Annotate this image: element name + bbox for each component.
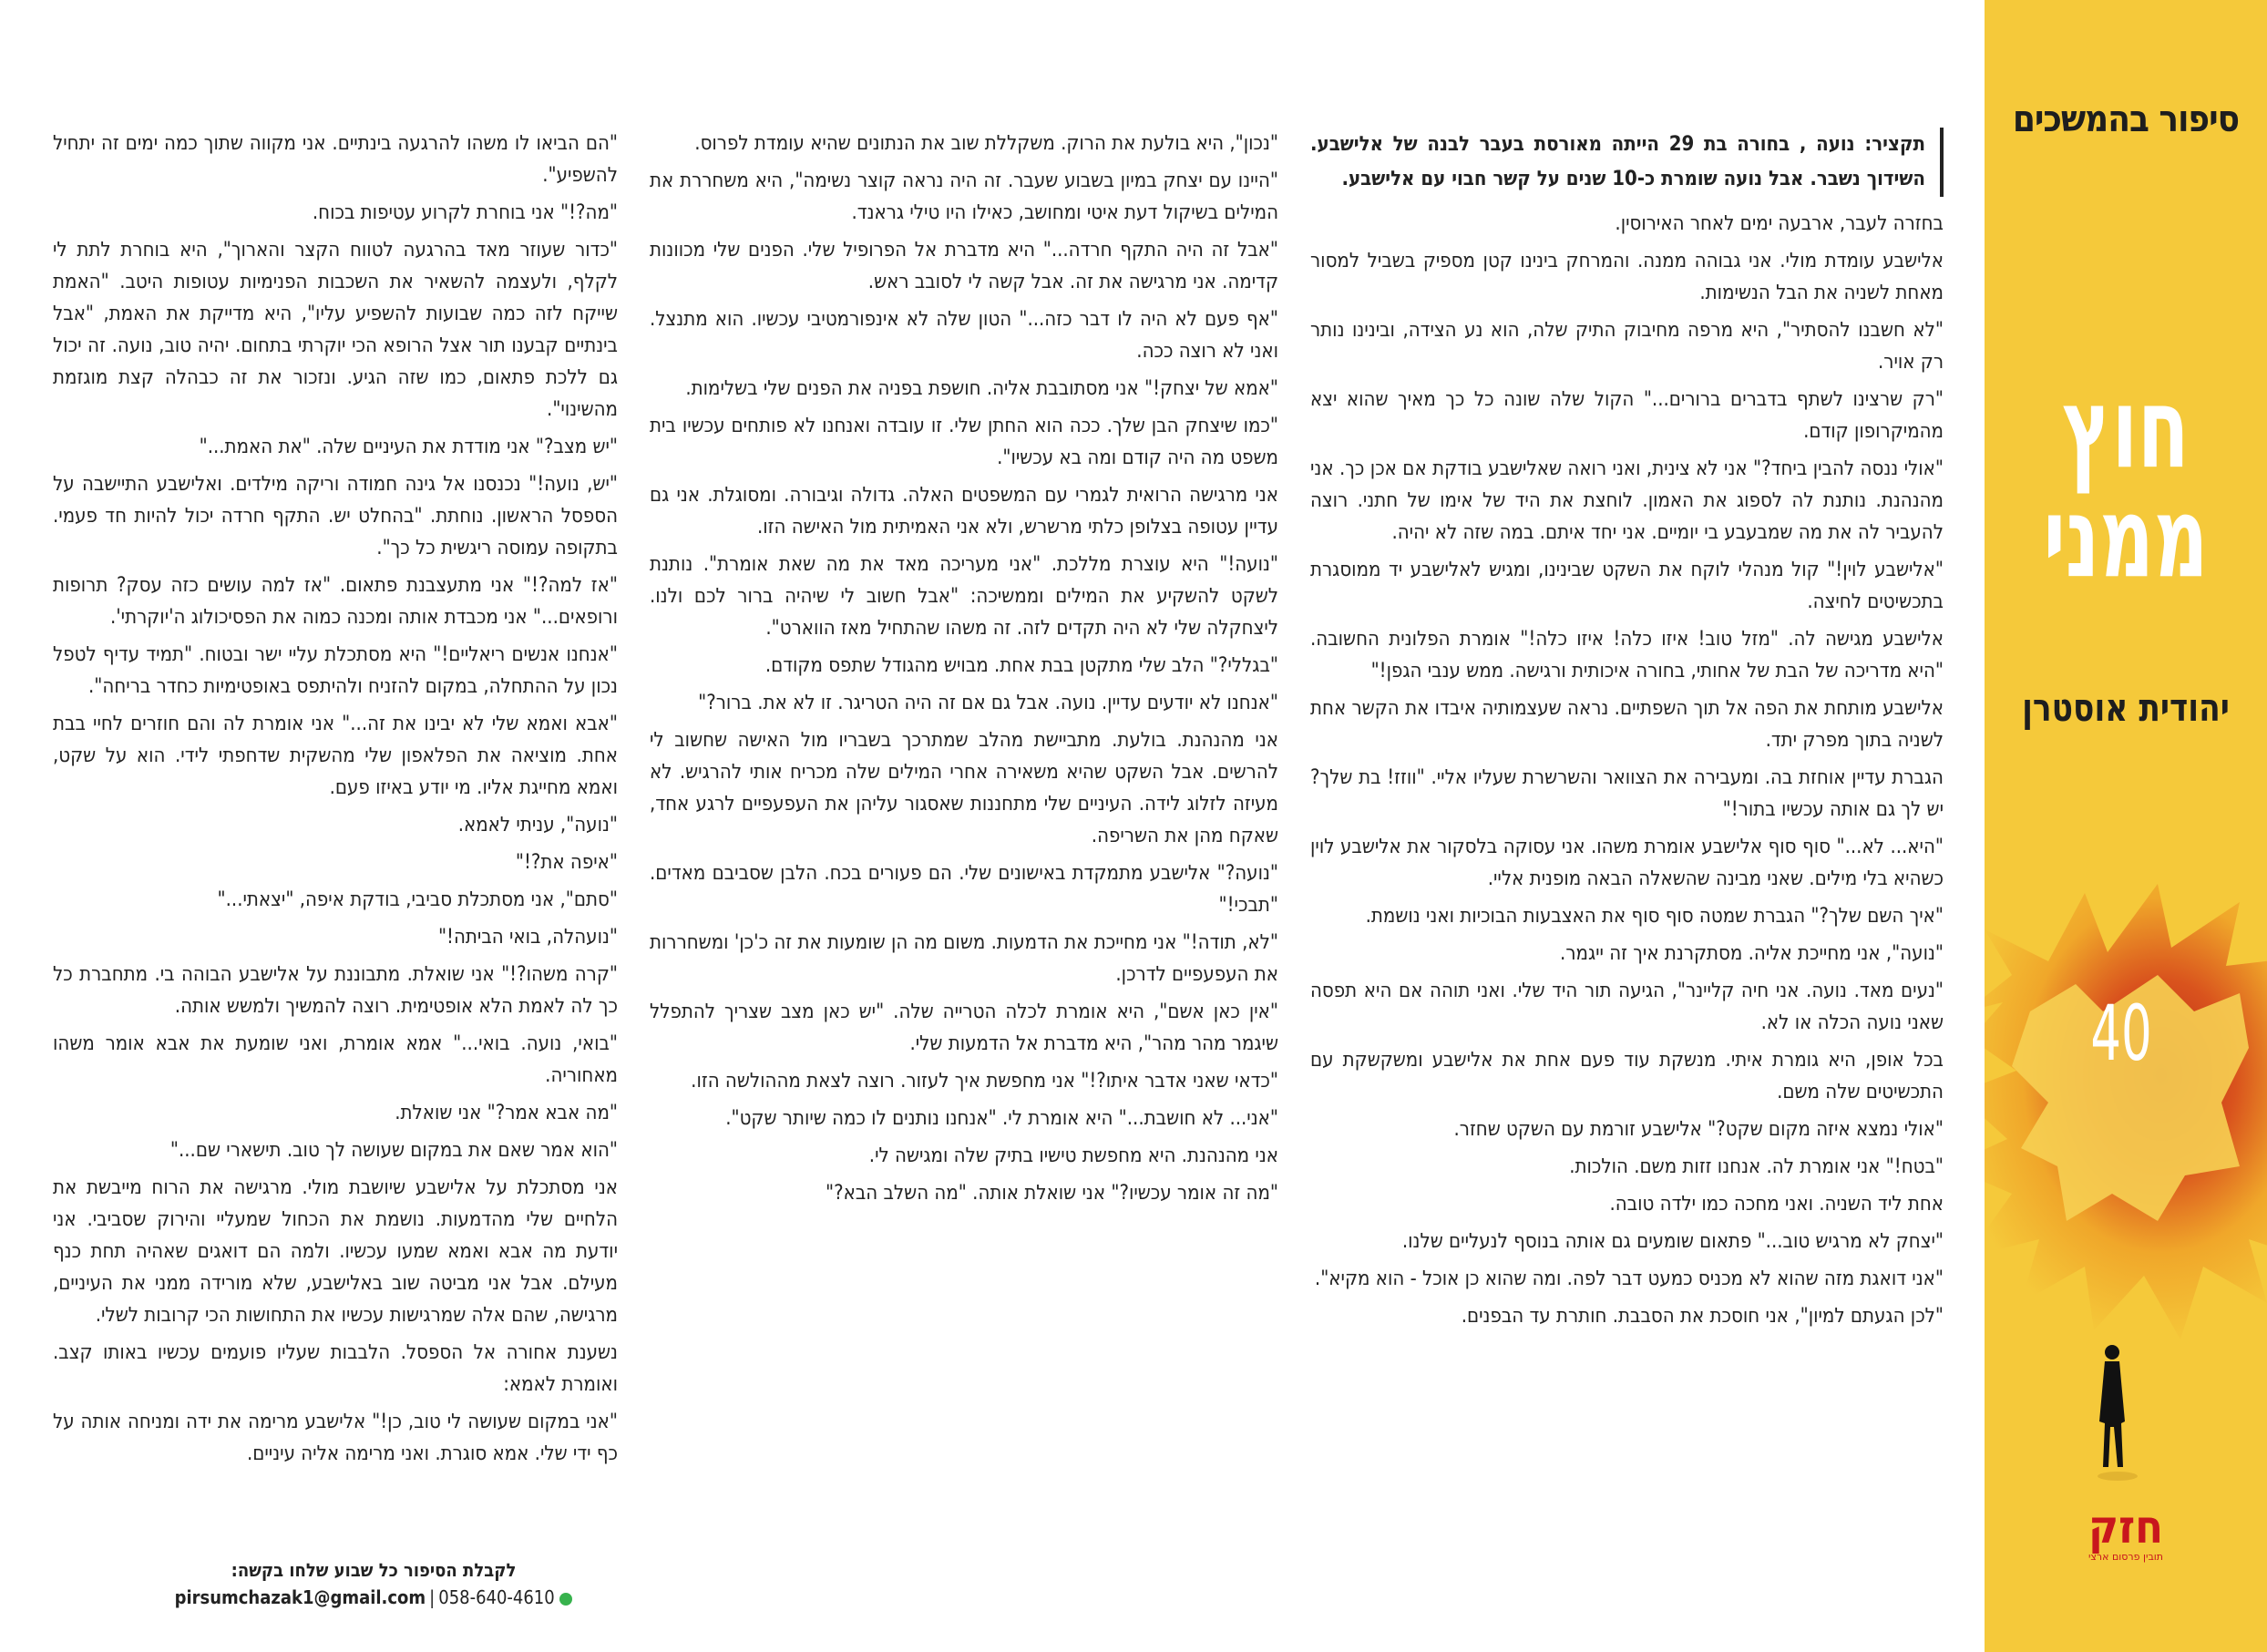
column-3-body — [53, 128, 618, 1470]
paragraph: "אולי נמצא איזה מקום שקט?" אלישבע זורמת עם השקט שחזר. — [1453, 1118, 1944, 1141]
paragraph: הגברת עדיין אוחזת בה. ומעבירה את הצוואר והשרשרת שעליו אליי. "ווזז! בת שלך? יש לך גם אותה עכשיו בתור!" — [1310, 766, 1944, 821]
whatsapp-icon — [559, 1593, 572, 1606]
torn-paper-illustration — [1985, 875, 2267, 1349]
paragraph: "נועה", עניתי לאמא. — [457, 814, 618, 836]
story-title-line2: ממני — [2043, 473, 2209, 602]
page-number: 40 — [2090, 989, 2152, 1078]
paragraph: "איפה את?!" — [515, 851, 618, 874]
paragraph: בכל אופן, היא גומרת איתי. מנשקת עוד פעם אחת את אלישבע ומשקשקת עם התכשיטים שלה משם. — [1310, 1049, 1944, 1103]
paragraph: "מה אבא אמר?" אני שואלת. — [395, 1102, 618, 1124]
story-title-line1: חוץ — [2062, 364, 2190, 493]
contact-phone[interactable]: 058-640-4610 — [438, 1586, 555, 1608]
author-name: יהודית אוסטרן — [2022, 685, 2230, 730]
paragraph: "נכון", היא בולעת את הרוק. משקללת שוב את הנתונים שהיא עומדת לפרוס. — [694, 132, 1278, 155]
paragraph: "נועה!" היא עוצרת מללכת. "אני מעריכה מאד את מה שאת אומרת". נותנת לשקט להשקיע את המילים וממשיכה: "אבל חשוב לי שיהיה ברור לכם ולנו. ליצחקלה שלי לא היה תקדים לזה. זה משהו שהתחיל מאז הווארט". — [650, 553, 1278, 640]
paragraph: אלישבע עומדת מולי. אני גבוהה ממנה. והמרחק בינינו קטן מספיק בשביל למסור מאחת לשניה את הבל הנשימות. — [1310, 250, 1944, 304]
section-label: סיפור בהמשכים — [2012, 98, 2240, 140]
paragraph: אני מהנהנת. היא מחפשת טישיו בתיק שלה ומגישה לי. — [868, 1144, 1278, 1167]
paragraph: "הוא אמר שאם את במקום שעושה לך טוב. תישארי שם..." — [169, 1139, 618, 1162]
paragraph: "נעים מאד. נועה. אני חיה קליינר", הגיעה תור היד שלי. ואני תוהה אם היא תפסה שאני נועה הכלה או לא. — [1310, 980, 1944, 1034]
paragraph: אני מסתכלת על אלישבע שיושבת מולי. מרגישה את הרוח מייבשת את הלחיים שלי מהדמעות. נושמת את הכחול שמעליי והירוק שסביבי. אני יודעת מה אבא ואמא שמעו עכשיו. ולמה הם דואגים שאהיה תחת כנף מעילם. אבל אני מביטה שוב באלישבע, שלא מורידה ממני את העיניים, מרגישה, שהם אלה שמרגישות עכשיו את התחושות הכי קרובות לשלי. — [53, 1176, 618, 1327]
paragraph: "אמא של יצחק!" אני מסתובבת אליה. חושפת בפניה את הפנים שלי בשלימות. — [685, 377, 1278, 400]
paragraph: נשענת אחורה אל הספסל. הלבבות שעליו פועמים עכשיו באותו קצב. ואומרת לאמא: — [53, 1341, 618, 1396]
paragraph: "קרה משהו?!" אני שואלת. מתבוננת על אלישבע הבוהה בי. מתחברת כל כך לה לאמת הלא אופטימית. רוצה להמשיך ולמשש אותה. — [53, 963, 618, 1018]
paragraph: "אין כאן אשם", היא אומרת לכלה הטרייה שלה. "יש כאן מצב שצריך להתפלל שיגמר מהר מהר", היא מדברת אל הדמעות שלי. — [650, 1000, 1278, 1055]
paragraph: "הם הביאו לו משהו להרגעה בינתיים. אני מקווה שתוך כמה ימים זה יתחיל להשפיע". — [53, 132, 618, 187]
publisher-logo-mark: חזק — [2087, 1501, 2164, 1554]
column-2-body — [650, 128, 1278, 1209]
paragraph: "נועה", אני מחייכת אליה. מסתקרנת איך זה ייגמר. — [1560, 942, 1944, 965]
paragraph: "אף פעם לא היה לו דבר כזה..." הטון שלה לא אינפורמטיבי עכשיו. הוא מתנצל. ואני לא רוצה ככה. — [650, 308, 1278, 363]
paragraph: "כמו שיצחק הבן שלך. ככה הוא החתן שלי. זו עובדה ואנחנו לא פותחים עכשיו בית משפט מה היה קודם ומה בא עכשיו". — [650, 415, 1278, 469]
paragraph: "מה זה אומר עכשיו?" אני שואלת אותה. "מה השלב הבא?" — [825, 1182, 1278, 1205]
paragraph: "אבא ואמא שלי לא יבינו את זה..." אני אומרת לה והם חוזרים לחיי בבת אחת. מוציאה את הפלאפון שלי מהשקית שדחפתי לידי. הוא על שקט, ואמא מחייגת אליו. מי יודע באיזו פעם. — [53, 713, 618, 799]
paragraph: "היא... לא..." סוף סוף אלישבע אומרת משהו. אני עסוקה בלסקור את אלישבע לוין כשהיא בלי מילים. שאני מבינה שהשאלה הבאה מופנית אליי. — [1310, 836, 1944, 890]
paragraph: "רק שרצינו לשתף בדברים ברורים..." הקול שלה שונה כל כך מאיך שהוא יצא מהמיקרופון קודם. — [1310, 388, 1944, 443]
paragraph: "איך השם שלך?" הגברת שמטה סוף סוף את האצבעות הבוכיות ואני נושמת. — [1365, 905, 1944, 928]
contact-email[interactable]: pirsumchazak1@gmail.com — [174, 1586, 426, 1608]
paragraph: "בטח!" אני אומרת לה. אנחנו זזות משם. הולכות. — [1569, 1155, 1944, 1178]
paragraph: "יצחק לא מרגיש טוב..." פתאום שומעים גם אותה בנוסף לנעליים שלנו. — [1401, 1230, 1944, 1253]
contact-separator: | — [429, 1586, 436, 1608]
paragraph: "לכן הגעתם למיון", אני חוסכת את הסבבת. חותרת עד הבפנים. — [1461, 1305, 1944, 1328]
paragraph: "מה?!" אני בוחרת לקרוע עטיפות בכוח. — [312, 201, 618, 224]
paragraph: "בואי, נועה. בואי..." אמא אומרת, ואני שומעת את אבא אומר משהו מאחוריה. — [53, 1032, 618, 1087]
paragraph: "אז למה?!" אני מתעצבנת פתאום. "אז למה עושים כזה עסק? תרופות ורופאים..." אני מכבדת אותה ומכנה כמוה את הפסיכולוג ה'יוקרתי'. — [53, 574, 618, 629]
paragraph: "אני במקום שעושה לי טוב, כן!" אלישבע מרימה את ידה ומניחה אותה על כף ידי שלי. אמא סוגרת. ואני מרימה אליה עיניים. — [53, 1411, 618, 1465]
title-banner — [1985, 0, 2267, 1652]
publisher-logo-subtitle: תובין פרסום ארצי — [2087, 1551, 2164, 1563]
paragraph: "נועהלה, בואי הביתה!" — [437, 926, 618, 949]
paragraph: "אנחנו אנשים ריאליים!" היא מסתכלת עליי ישר ובטוח. "תמיד עדיף לטפל נכון על ההתחלה, במקום להזניח ולהיתפס באופטימיות כחדר בריחה". — [53, 643, 618, 698]
story-summary: תקציר: נועה , בחורה בת 29 הייתה מאורסת בעבר לבנה של אלישבע. השידוך נשבר. אבל נועה שומרת כ-10 שנים על קשר חבוי עם אלישבע. — [1310, 128, 1944, 197]
text-column-2 — [650, 128, 1278, 1549]
paragraph: "יש מצב?" אני מודדת את העיניים שלה. "את האמת..." — [199, 436, 618, 458]
paragraph: אלישבע מותחת את הפה אל תוך השפתיים. נראה שעצמותיה איבדו את הקשר אחת לשניה בתוך מפרק יתד. — [1310, 697, 1944, 752]
paragraph: בחזרה לעבר, ארבעה ימים לאחר האירוסין. — [1615, 212, 1944, 235]
contact-title: לקבלת הסיפור כל שבוע שלחו בקשה: — [231, 1559, 517, 1581]
paragraph: "אלישבע לוין!" קול מנהלי לוקח את השקט שבינינו, ומגיש לאלישבע יד ממוסגרת בתכשיטים לחיצה. — [1310, 559, 1944, 613]
paragraph: אני מרגישה הרואית לגמרי עם המשפטים האלה. גדולה וגיבורה. ומסוגלת. אני גם עדיין עטופה בצלופן כלתי מרשרש, ולא אני האמיתית מול האישה הזו. — [650, 484, 1278, 539]
paragraph: "בגללי?" הלב שלי מתקטן בבת אחת. מבויש מהגודל שתפס מקודם. — [764, 654, 1278, 677]
paragraph: "אבל זה היה התקף חרדה..." היא מדברת אל הפרופיל שלי. הפנים שלי מכוונות קדימה. אני מרגישה את זה. אבל קשה לי לסובב ראש. — [650, 239, 1278, 293]
paragraph: "כדור שעוזר מאד בהרגעה לטווח הקצר והארוך", היא בוחרת לתת לי לקלף, ולעצמה להשאיר את השכבות הפנימיות עטופות היטב. "האמת שייקח לזה כמה שבועות להשפיע עליו", היא מדייקת את האמת, "אבל בינתיים קבענו תור אצל הרופא הכי יוקרתי בתחום. יהיה טוב, נועה. זה יכול גם ללכת פתאום, כמו שזה הגיע. ונזכור את זה כבהלה קצת מוגזמת מהשינוי". — [53, 239, 618, 421]
text-column-1 — [1310, 128, 1944, 1549]
column-1-body — [1310, 208, 1944, 1332]
paragraph: "אני... לא חושבת..." היא אומרת לי. "אנחנו נותנים לו כמה שיותר שקט". — [725, 1107, 1278, 1130]
paragraph: "סתם", אני מסתכלת סביבי, בודקת איפה, "יצאתי..." — [217, 888, 618, 911]
paragraph: אלישבע מגישה לה. "מזל טוב! איזו כלה! איזו כלה!" אומרת הפלונית החשובה. "היא מדריכה של הבת של אחותי, בחורה איכותית ורגישה. ממש ענבי הגפן!" — [1310, 628, 1944, 682]
paragraph: "נועה?" אלישבע מתמקדת באישונים שלי. הם פעורים בכח. הלבן שסביבם מאדים. "תבכי!" — [650, 862, 1278, 917]
subscription-contact — [164, 1556, 583, 1611]
paragraph: "לא חשבנו להסתיר", היא מרפה מחיבוק התיק שלה, הוא נע הצידה, ובינינו נותר רק אויר. — [1310, 319, 1944, 374]
paragraph: אני מהנהנת. בולעת. מתביישת מהלב שמתרכך בשבריו מול האישה שחשוב לי להרשים. אבל השקט שהיא משאירה אחרי המילים שלה מכריח אותי להרגיש. לא מעיזה לזלוג לידה. העיניים שלי מתחננות שאסגור עליהן את העפעפיים לרגע אחד, שאקח מהן את השריפה. — [650, 729, 1278, 847]
paragraph: "אני דואגת מזה שהוא לא מכניס כמעט דבר לפה. ומה שהוא כן אוכל - הוא מקיא". — [1314, 1267, 1944, 1290]
text-column-3 — [53, 128, 618, 1549]
paragraph: "לא, תודה!" אני מחייכת את הדמעות. משום מה הן שומעות את זה כ'כן' ומשחררות את העפעפיים לדרכן. — [650, 931, 1278, 986]
story-title — [2020, 364, 2232, 602]
paragraph: "אנחנו לא יודעים עדיין. נועה. אבל גם אם זה היה הטריגר. זו לא את. ברור?" — [698, 692, 1278, 714]
contact-line — [164, 1584, 583, 1611]
paragraph: אחת ליד השניה. ואני מחכה כמו ילדה טובה. — [1609, 1193, 1944, 1216]
woman-silhouette-icon — [2085, 1339, 2139, 1485]
paragraph: "כדאי שאני אדבר איתו?!" אני מחפשת איך לעזור. רוצה לצאת מההולשה הזו. — [691, 1070, 1278, 1093]
paragraph: "היינו עם יצחק במיון בשבוע שעבר. זה היה נראה קוצר נשימה", היא משחררת את המילים בשיקול דעת איטי ומחושב, כאילו היו טילי גראנד. — [650, 169, 1278, 224]
paragraph: "אולי ננסה להבין ביחד?" אני לא צינית, ואני רואה שאלישבע בודקת אם אכן כך. אני מהנהנת. נותנת לה לספוג את האמון. לוחצת את היד של אימו של חתני. רוצה להעביר לה את מה שמבעבע בי יומיים. אני יחד איתם. במה שזה לא יהיה. — [1310, 457, 1944, 544]
publisher-logo — [2080, 1503, 2171, 1567]
paragraph: "יש, נועה!" נכנסנו אל גינה חמודה וריקה מילדים. ואלישבע התיישבה על הספסל הראשון. נוחתת. "בהחלט יש. התקף חרדה יכול להיות חד פעמי. בתקופה עמוסה ריגשית כל כך". — [53, 473, 618, 559]
